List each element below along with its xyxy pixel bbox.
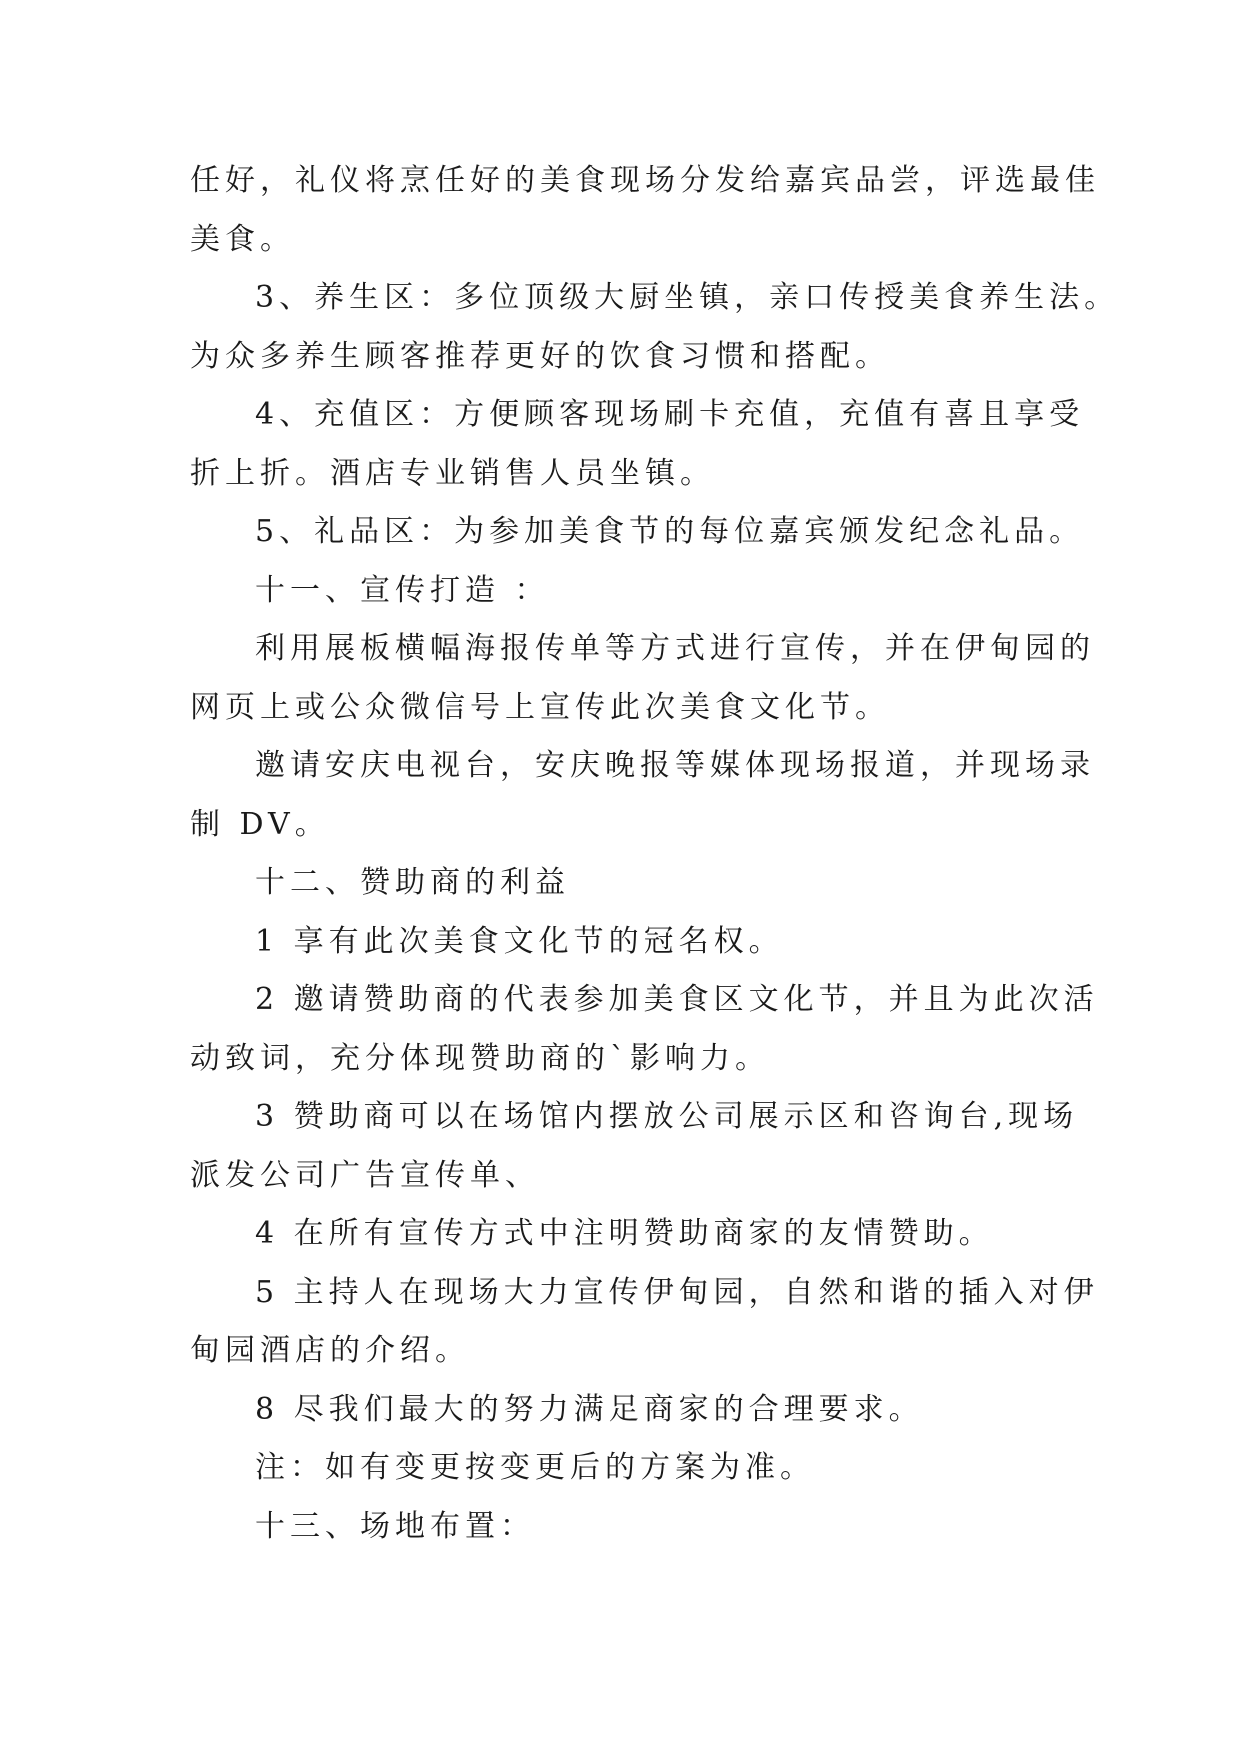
text-line: 1 享有此次美食文化节的冠名权。: [255, 923, 784, 959]
section-heading: 十一、宣传打造 ：: [255, 572, 550, 608]
text-line: 派发公司广告宣传单、: [190, 1157, 540, 1193]
text-line: 甸园酒店的介绍。: [190, 1333, 470, 1368]
text-line: 折上折。酒店专业销售人员坐镇。: [190, 455, 715, 491]
text-line: 3 赞助商可以在场馆内摆放公司展示区和咨询台,现场: [255, 1099, 1079, 1134]
document-body: [190, 152, 1120, 1556]
text-line: 利用展板横幅海报传单等方式进行宣传，并在伊甸园的: [255, 631, 1095, 666]
text-line: 邀请安庆电视台，安庆晚报等媒体现场报道，并现场录: [255, 748, 1095, 783]
section-heading: 十三、场地布置：: [255, 1508, 535, 1544]
text-line: 美食。: [190, 221, 295, 257]
text-line: 制 DV。: [190, 806, 330, 842]
text-line: 2 邀请赞助商的代表参加美食区文化节，并且为此次活: [255, 982, 1099, 1017]
text-line: 4 在所有宣传方式中注明赞助商家的友情赞助。: [255, 1216, 994, 1251]
text-line: 网页上或公众微信号上宣传此次美食文化节。: [190, 689, 890, 725]
text-line: 3、养生区：多位顶级大厨坐镇，亲口传授美食养生法。: [255, 280, 1120, 315]
text-line: 5 主持人在现场大力宣传伊甸园，自然和谐的插入对伊: [255, 1274, 1099, 1310]
text-line: 5、礼品区：为参加美食节的每位嘉宾颁发纪念礼品。: [255, 514, 1085, 549]
text-line: 注：如有变更按变更后的方案为准。: [255, 1450, 815, 1485]
text-line: 8 尽我们最大的努力满足商家的合理要求。: [255, 1391, 924, 1427]
section-heading: 十二、赞助商的利益: [255, 865, 570, 900]
text-line: 4、充值区：方便顾客现场刷卡充值，充值有喜且享受: [255, 397, 1085, 432]
text-line: 为众多养生顾客推荐更好的饮食习惯和搭配。: [190, 338, 890, 374]
text-line: 动致词，充分体现赞助商的`影响力。: [190, 1040, 770, 1076]
text-line: 任好，礼仪将烹任好的美食现场分发给嘉宾品尝，评选最佳: [190, 163, 1100, 198]
